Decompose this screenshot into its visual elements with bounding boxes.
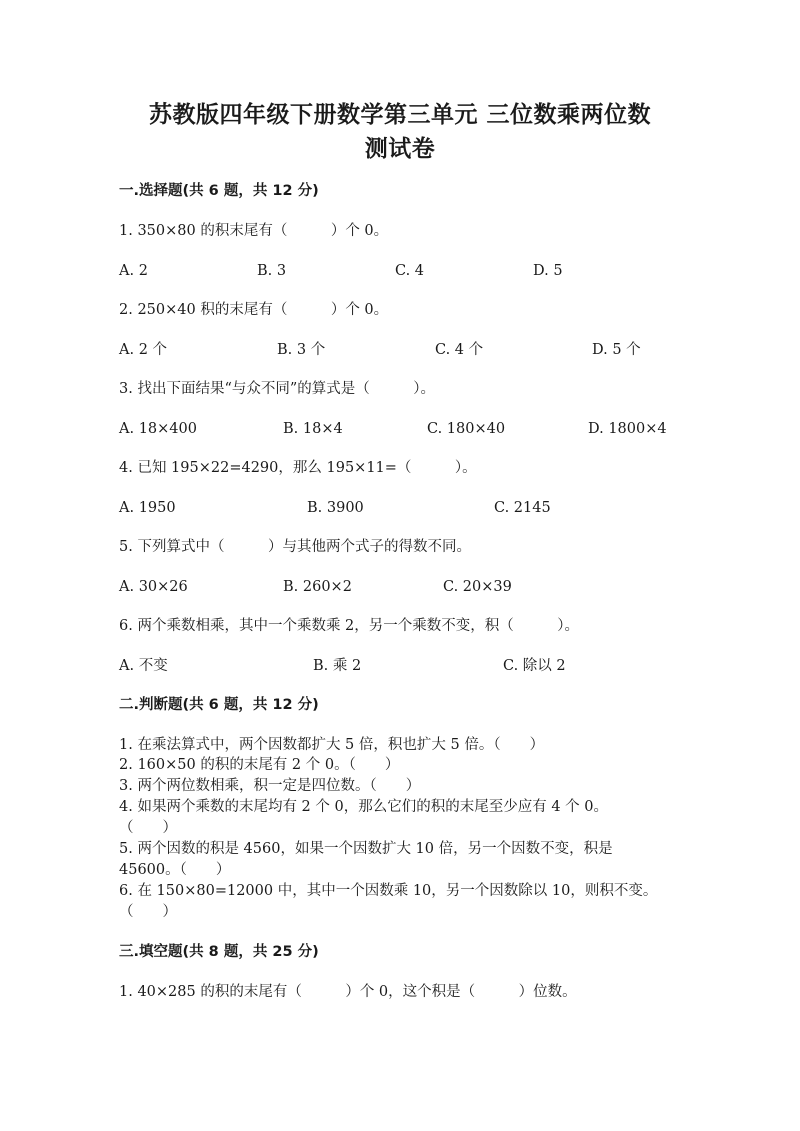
q5-option-b: B. 260×2 [283,579,352,595]
section-heading-fill: 三.填空题(共 8 题，共 25 分) [119,944,319,960]
q6-option-c: C. 除以 2 [503,658,566,674]
q1-option-b: B. 3 [257,263,287,279]
q3-option-a: A. 18×400 [119,421,197,437]
q3-option-c: C. 180×40 [427,421,506,437]
fill-line-1: 1. 40×285 的积的末尾有（ ）个 0，这个积是（ ）位数。 [119,984,577,1000]
judge-line-6-bracket: （ ） [119,904,177,920]
q3-option-d: D. 1800×4 [588,421,667,437]
judge-line-5: 5. 两个因数的积是 4560，如果一个因数扩大 10 倍，另一个因数不变，积是 [119,841,613,857]
q2-option-c: C. 4 个 [435,342,484,358]
question-1: 1. 350×80 的积末尾有（ ）个 0。 [119,223,389,239]
q1-option-d: D. 5 [533,263,563,279]
q4-option-c: C. 2145 [494,500,551,516]
q5-option-a: A. 30×26 [119,579,188,595]
judge-line-6: 6. 在 150×80=12000 中，其中一个因数乘 10，另一个因数除以 10，则积不变。 [119,883,658,899]
judge-line-4-bracket: （ ） [119,820,177,836]
q4-option-b: B. 3900 [307,500,364,516]
q3-option-b: B. 18×4 [283,421,343,437]
question-3: 3. 找出下面结果“与众不同”的算式是（ ）。 [119,381,436,397]
q2-option-d: D. 5 个 [592,342,641,358]
q2-option-a: A. 2 个 [119,342,168,358]
section-heading-judge: 二.判断题(共 6 题，共 12 分) [119,697,319,713]
question-4: 4. 已知 195×22=4290，那么 195×11=（ ）。 [119,460,477,476]
question-2: 2. 250×40 积的末尾有（ ）个 0。 [119,302,389,318]
section-heading-choice: 一.选择题(共 6 题，共 12 分) [119,183,319,199]
q5-option-c: C. 20×39 [443,579,512,595]
q6-option-b: B. 乘 2 [313,658,362,674]
judge-line-3: 3. 两个两位数相乘，积一定是四位数。（ ） [119,778,421,794]
q6-option-a: A. 不变 [119,658,168,674]
judge-line-4: 4. 如果两个乘数的末尾均有 2 个 0，那么它们的积的末尾至少应有 4 个 0。 [119,799,608,815]
q1-option-c: C. 4 [395,263,425,279]
judge-line-2: 2. 160×50 的积的末尾有 2 个 0。（ ） [119,757,400,773]
q1-option-a: A. 2 [119,263,148,279]
exam-title-line2: 测试卷 [364,136,436,162]
q4-option-a: A. 1950 [119,500,176,516]
exam-title-line1: 苏教版四年级下册数学第三单元 三位数乘两位数 [148,102,651,128]
judge-line-1: 1. 在乘法算式中，两个因数都扩大 5 倍，积也扩大 5 倍。（ ） [119,737,545,753]
question-5: 5. 下列算式中（ ）与其他两个式子的得数不同。 [119,539,471,555]
question-6: 6. 两个乘数相乘，其中一个乘数乘 2，另一个乘数不变，积（ ）。 [119,618,580,634]
q2-option-b: B. 3 个 [277,342,326,358]
judge-line-5-cont: 45600。（ ） [119,862,231,878]
